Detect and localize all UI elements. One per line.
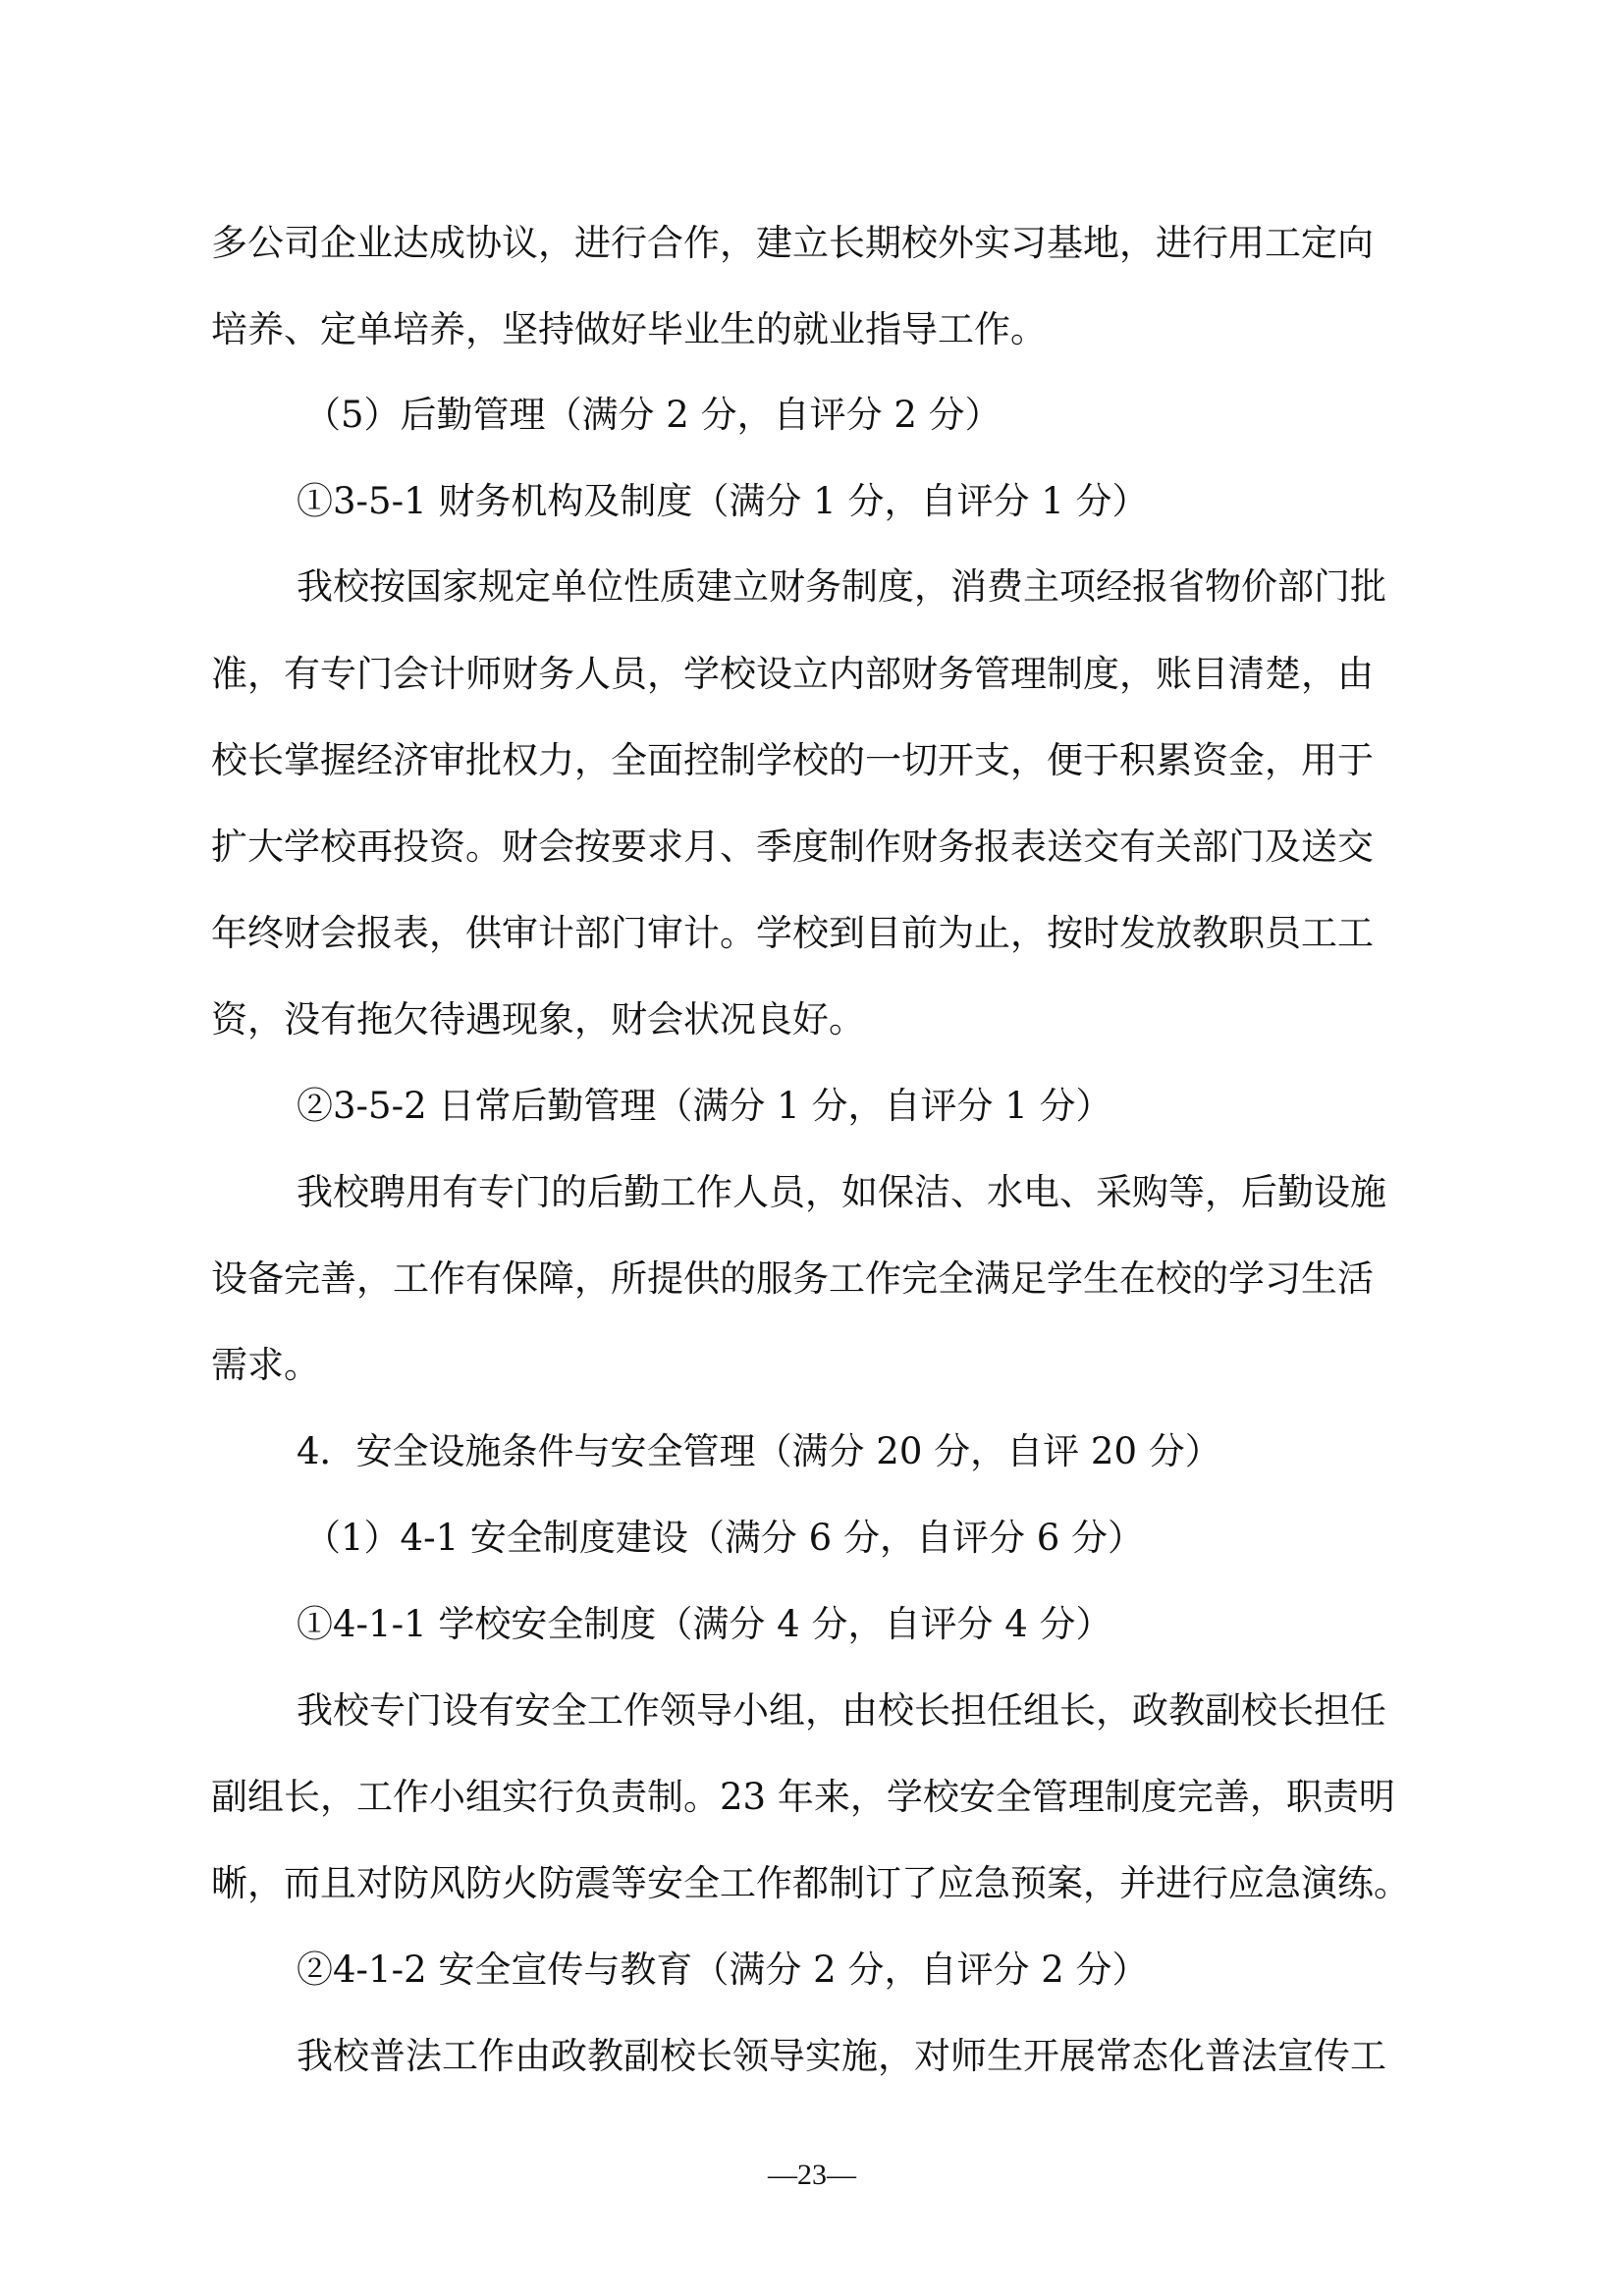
paragraph-line: 多公司企业达成协议，进行合作，建立长期校外实习基地，进行用工定向: [211, 222, 1374, 264]
paragraph-line: 副组长，工作小组实行负责制。23 年来，学校安全管理制度完善，职责明: [211, 1776, 1395, 1818]
paragraph-line: 资，没有拖欠待遇现象，财会状况良好。: [211, 998, 865, 1041]
subsection-heading: （1）4-1 安全制度建设（满分 6 分，自评分 6 分）: [304, 1517, 1145, 1559]
paragraph-line: 我校专门设有安全工作领导小组，由校长担任组长，政教副校长担任: [297, 1689, 1386, 1732]
paragraph-line: 培养、定单培养，坚持做好毕业生的就业指导工作。: [211, 308, 1047, 350]
section-heading: 4．安全设施条件与安全管理（满分 20 分，自评 20 分）: [297, 1430, 1221, 1472]
paragraph-line: 准，有专门会计师财务人员，学校设立内部财务管理制度，账目清楚，由: [211, 653, 1374, 695]
section-heading: （5）后勤管理（满分 2 分，自评分 2 分）: [304, 394, 1001, 436]
paragraph-line: 设备完善，工作有保障，所提供的服务工作完全满足学生在校的学习生活: [211, 1257, 1374, 1300]
paragraph-line: 我校聘用有专门的后勤工作人员，如保洁、水电、采购等，后勤设施: [297, 1171, 1386, 1213]
paragraph-line: 我校普法工作由政教副校长领导实施，对师生开展常态化普法宣传工: [297, 2035, 1386, 2077]
paragraph-line: 年终财会报表，供审计部门审计。学校到目前为止，按时发放教职员工工: [211, 912, 1374, 954]
paragraph-line: 扩大学校再投资。财会按要求月、季度制作财务报表送交有关部门及送交: [211, 826, 1374, 868]
subsection-heading: ①4-1-1 学校安全制度（满分 4 分，自评分 4 分）: [297, 1603, 1112, 1645]
paragraph-line: 晰，而且对防风防火防震等安全工作都制订了应急预案，并进行应急演练。: [211, 1862, 1410, 1904]
page-number: —23—: [768, 2159, 856, 2191]
subsection-heading: ②4-1-2 安全宣传与教育（满分 2 分，自评分 2 分）: [297, 1949, 1149, 1991]
paragraph-line: 我校按国家规定单位性质建立财务制度，消费主项经报省物价部门批: [297, 565, 1386, 608]
subsection-heading: ①3-5-1 财务机构及制度（满分 1 分，自评分 1 分）: [297, 480, 1149, 522]
paragraph-line: 需求。: [211, 1344, 320, 1386]
subsection-heading: ②3-5-2 日常后勤管理（满分 1 分，自评分 1 分）: [297, 1085, 1112, 1127]
paragraph-line: 校长掌握经济审批权力，全面控制学校的一切开支，便于积累资金，用于: [211, 739, 1374, 781]
